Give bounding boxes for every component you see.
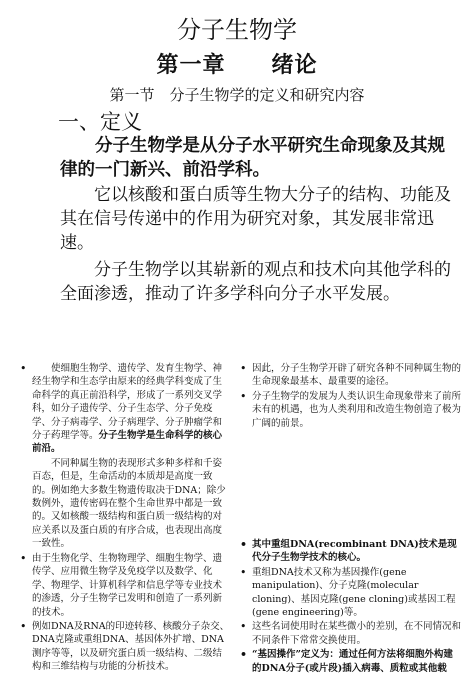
core-frontier-statement: 分子生物学是生命科学的核心前沿。: [32, 430, 223, 455]
list-item: • “基因操作”定义为：通过任何方法将细胞外构建的DNA分子(或片段)插入病毒、质粒或其他载: [240, 648, 462, 675]
list-item: [20, 362, 230, 456]
research-object-paragraph: 它以核酸和蛋白质等生物大分子的结构、功能及其在信号传递中的作用为研究对象，其发展非常迅速。: [60, 185, 451, 253]
list-item: • 例如DNA及RNA的印迹转移、核酸分子杂交、DNA克隆或重组DNA、基因体外扩增、DNA测序等等，以及研究蛋白质一级结构、二级结构和三维结构与功能的分析技术。: [20, 620, 230, 674]
chapter-title: 第一章 绪论: [156, 52, 318, 78]
unity-paragraph: 不同种属生物的表现形式多种多样和千姿百态，但是，生命活动的本质却是高度一致的。例如绝大多数生物遗传取决于DNA；除少数例外，遗传密码在整个生命世界中都是一致的。又如核酸一级结构和蛋白质一级结构的对应关系以及蛋白质的有序合成，也表现出高度一致性。: [32, 457, 226, 550]
list-item: • 因此，分子生物学开辟了研究各种不同种属生物的生命现象最基本、最重要的途径。: [240, 362, 462, 389]
page-title: 分子生物学: [177, 16, 297, 44]
influence-paragraph: 分子生物学以其崭新的观点和技术向其他学科的全面渗透，推动了许多学科向分子水平发展。: [60, 260, 451, 304]
list-item: • 重组DNA技术又称为基因操作(gene manipulation)、分子克隆(molecular cloning)、基因克隆(gene cloning)或基因工程(gene engineering)等。: [240, 566, 462, 620]
slide-box-techniques: [20, 552, 230, 675]
list-item: • 分子生物学的发展为人类认识生命现象带来了前所未有的机遇，也为人类利用和改造生物创造了极为广阔的前景。: [240, 390, 462, 430]
definition-paragraph: 分子生物学是从分子水平研究生命现象及其规律的一门新兴、前沿学科。: [60, 136, 445, 180]
slide-box-recombinant-dna: [240, 538, 462, 676]
definition-heading: 一、定义: [58, 110, 142, 134]
list-item: • 由于生物化学、生物物理学、细胞生物学、遗传学、应用微生物学及免疫学以及数学、化学、物理学、计算机科学和信息学等专业技术的渗透，分子生物学已发明和创造了一系列新的技术。: [20, 552, 230, 619]
slide-box-significance: [240, 362, 462, 431]
list-item: • 其中重组DNA(recombinant DNA)技术是现代分子生物学技术的核心。: [240, 538, 462, 565]
text-span: 使细胞生物学、遗传学、发育生物学、神经生物学和生态学由原来的经典学科变成了生命科学的真正前沿科学，形成了一系列交叉学科，如分子遗传学、分子生态学、分子免疫学、分子病毒学、分子病理学、分子肿瘤学和分子药理学等。: [32, 363, 223, 442]
list-item: • 这些名词使用时在某些微小的差别，在不同情况和不同条件下常常交换使用。: [240, 620, 462, 647]
section-title: 第一节 分子生物学的定义和研究内容: [109, 86, 365, 104]
slide-box-core-frontier: [20, 362, 230, 551]
